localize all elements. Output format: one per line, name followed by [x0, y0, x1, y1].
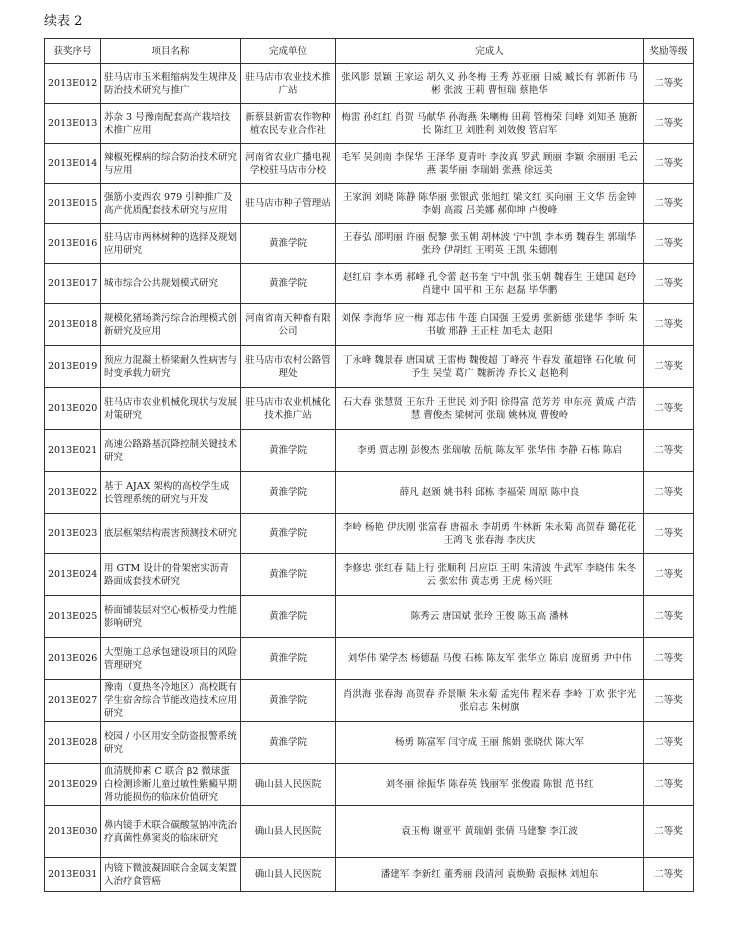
award-id-cell: 2013E028 [45, 722, 101, 764]
completers-cell: 丁永峰 魏景春 唐国斌 王雷梅 魏俊超 丁峰亮 牛春发 董超锋 石化敏 何予生 吴莹 葛广 魏新涛 乔长义 赵艳利 [336, 346, 644, 388]
completers-cell: 李勇 贾志刚 彭俊杰 张瑞敏 岳航 陈友军 张华伟 李静 石栋 陈启 [336, 430, 644, 472]
table-row [45, 388, 694, 430]
completing-unit-cell: 黄淮学院 [241, 596, 336, 638]
completing-unit-cell: 新蔡县新雷农作物种植农民专业合作社 [241, 104, 336, 144]
header-row [45, 39, 694, 64]
completers-cell: 赵红启 李本勇 郝峰 孔令蕾 赵书奎 宁中凯 张玉朝 魏春生 王建国 赵玲 肖建中 国平和 王东 赵磊 毕华鹏 [336, 264, 644, 304]
completers-cell: 王春弘 邵明丽 许丽 倪黎 张玉朝 胡林波 宁中凯 李本勇 魏春生 郭瑞华 张玲 伊胡红 王明英 王凯 朱德刚 [336, 224, 644, 264]
table-row [45, 596, 694, 638]
project-name-cell: 辣椒死棵病的综合防治技术研究与应用 [101, 144, 241, 184]
award-id-cell: 2013E026 [45, 638, 101, 680]
table-row [45, 224, 694, 264]
award-id-cell: 2013E022 [45, 472, 101, 514]
award-id-cell: 2013E023 [45, 514, 101, 554]
project-name-cell: 大型施工总承包建设项目的风险管理研究 [101, 638, 241, 680]
table-heading: 续表 2 [44, 14, 83, 29]
project-name-cell: 驻马店市两林树种的选择及规划应用研究 [101, 224, 241, 264]
table-body [45, 64, 694, 892]
project-name-cell: 基于 AJAX 架构的高校学生成长管理系统的研究与开发 [101, 472, 241, 514]
completers-cell: 刘保 李海华 应一梅 郑志伟 牛莲 白国强 王爱勇 张新德 张建华 李昕 朱书敏 邢静 王正柱 加毛太 赵阳 [336, 304, 644, 346]
award-level-cell: 二等奖 [644, 64, 694, 104]
project-name-cell: 预应力混凝土桥梁耐久性病害与时变承载力研究 [101, 346, 241, 388]
project-name-cell: 血清胱抑素 C 联合 β2 微球蛋白检测诊断儿童过敏性紫癜早期肾功能损伤的临床价值研究 [101, 764, 241, 806]
project-name-cell: 豫南（夏热冬冷地区）高校既有学生宿舍综合节能改造技术应用研究 [101, 680, 241, 722]
table-row [45, 430, 694, 472]
award-id-cell: 2013E030 [45, 806, 101, 858]
table-row [45, 144, 694, 184]
completers-cell: 杨勇 陈富军 闫守成 王丽 熊娟 张晓伏 陈大军 [336, 722, 644, 764]
project-name-cell: 内镜下微波凝固联合金属支架置入治疗食管癌 [101, 858, 241, 892]
completers-cell: 薛凡 赵颁 姚书科 邱栋 李福荣 周原 陈中良 [336, 472, 644, 514]
award-id-cell: 2013E013 [45, 104, 101, 144]
award-id-cell: 2013E027 [45, 680, 101, 722]
award-level-cell: 二等奖 [644, 596, 694, 638]
completing-unit-cell: 驻马店市农业技术推广站 [241, 64, 336, 104]
completers-cell: 肖洪海 张春海 高贺春 乔景顺 朱永菊 孟宪伟 程米春 李岭 丁欢 张宇光 张启志 朱树旗 [336, 680, 644, 722]
project-name-cell: 驻马店市玉米粗缩病发生规律及防治技术研究与推广 [101, 64, 241, 104]
project-name-cell: 校园 / 小区用安全防盗报警系统研究 [101, 722, 241, 764]
award-level-cell: 二等奖 [644, 184, 694, 224]
project-name-cell: 桥面铺装层对空心板桥受力性能影响研究 [101, 596, 241, 638]
completing-unit-cell: 驻马店市农村公路管理处 [241, 346, 336, 388]
award-level-cell: 二等奖 [644, 430, 694, 472]
award-level-cell: 二等奖 [644, 764, 694, 806]
award-level-cell: 二等奖 [644, 680, 694, 722]
table-row [45, 104, 694, 144]
table-row [45, 764, 694, 806]
completing-unit-cell: 黄淮学院 [241, 224, 336, 264]
table-row [45, 722, 694, 764]
table-row [45, 304, 694, 346]
award-level-cell: 二等奖 [644, 304, 694, 346]
column-header-id: 获奖序号 [45, 39, 101, 64]
completing-unit-cell: 黄淮学院 [241, 680, 336, 722]
award-level-cell: 二等奖 [644, 144, 694, 184]
table-row [45, 184, 694, 224]
completing-unit-cell: 黄淮学院 [241, 430, 336, 472]
completing-unit-cell: 河南省南天种畜有限公司 [241, 304, 336, 346]
award-id-cell: 2013E025 [45, 596, 101, 638]
award-level-cell: 二等奖 [644, 858, 694, 892]
completers-cell: 刘华伟 梁学杰 杨德磊 马俊 石栋 陈友军 张华立 陈启 庞留勇 尹中伟 [336, 638, 644, 680]
completing-unit-cell: 黄淮学院 [241, 638, 336, 680]
table-row [45, 346, 694, 388]
award-level-cell: 二等奖 [644, 388, 694, 430]
award-level-cell: 二等奖 [644, 514, 694, 554]
completers-cell: 潘建军 李新红 董秀丽 段清河 袁焕勤 袁振林 刘旭东 [336, 858, 644, 892]
project-name-cell: 规模化猪场粪污综合治理模式创新研究及应用 [101, 304, 241, 346]
column-header-people: 完成人 [336, 39, 644, 64]
completing-unit-cell: 驻马店市农业机械化技术推广站 [241, 388, 336, 430]
award-id-cell: 2013E014 [45, 144, 101, 184]
completing-unit-cell: 黄淮学院 [241, 554, 336, 596]
award-level-cell: 二等奖 [644, 806, 694, 858]
award-id-cell: 2013E019 [45, 346, 101, 388]
table-row [45, 638, 694, 680]
column-header-unit: 完成单位 [241, 39, 336, 64]
award-id-cell: 2013E012 [45, 64, 101, 104]
completers-cell: 梅雷 孙红红 肖贺 马献华 孙海燕 朱喇梅 田莉 管梅荣 闫峰 刘知圣 施新长 陈红卫 刘胜利 刘效俊 管启军 [336, 104, 644, 144]
project-name-cell: 强筋小麦西农 979 引种推广及高产优质配套技术研究与应用 [101, 184, 241, 224]
project-name-cell: 城市综合公共规划模式研究 [101, 264, 241, 304]
table-row [45, 472, 694, 514]
completers-cell: 李岭 杨艳 伊庆刚 张富春 唐福永 李胡勇 牛林新 朱永菊 高贺春 璐花花 王鸿飞 张春海 李庆庆 [336, 514, 644, 554]
column-header-name: 项目名称 [101, 39, 241, 64]
project-name-cell: 高速公路路基沉降控制关键技术研究 [101, 430, 241, 472]
award-level-cell: 二等奖 [644, 722, 694, 764]
award-level-cell: 二等奖 [644, 104, 694, 144]
table-row [45, 554, 694, 596]
award-id-cell: 2013E015 [45, 184, 101, 224]
award-table [44, 38, 694, 892]
table-row [45, 806, 694, 858]
completers-cell: 张风影 景颖 王家运 胡久义 孙冬梅 王秀 苏亚丽 日威 臧长有 郭新伟 马彬 张波 王莉 曹恒瑞 蔡艳华 [336, 64, 644, 104]
award-id-cell: 2013E016 [45, 224, 101, 264]
project-name-cell: 驻马店市农业机械化现状与发展对策研究 [101, 388, 241, 430]
award-id-cell: 2013E021 [45, 430, 101, 472]
completing-unit-cell: 黄淮学院 [241, 264, 336, 304]
project-name-cell: 底层框架结构震害预测技术研究 [101, 514, 241, 554]
award-id-cell: 2013E018 [45, 304, 101, 346]
project-name-cell: 用 GTM 设计的骨架密实沥青路面成套技术研究 [101, 554, 241, 596]
award-id-cell: 2013E020 [45, 388, 101, 430]
award-level-cell: 二等奖 [644, 554, 694, 596]
table-row [45, 680, 694, 722]
completing-unit-cell: 黄淮学院 [241, 472, 336, 514]
completing-unit-cell: 黄淮学院 [241, 722, 336, 764]
award-id-cell: 2013E031 [45, 858, 101, 892]
award-level-cell: 二等奖 [644, 224, 694, 264]
award-id-cell: 2013E024 [45, 554, 101, 596]
project-name-cell: 鼻内镜手术联合碳酸氢钠冲洗治疗真菌性鼻窦炎的临床研究 [101, 806, 241, 858]
completing-unit-cell: 黄淮学院 [241, 514, 336, 554]
award-level-cell: 二等奖 [644, 472, 694, 514]
completers-cell: 袁玉梅 谢亚平 黄瑞娟 张倩 马建黎 李江波 [336, 806, 644, 858]
completing-unit-cell: 河南省农业广播电视学校驻马店市分校 [241, 144, 336, 184]
table-row [45, 858, 694, 892]
completers-cell: 王家润 刘晓 陈静 陈华丽 张银武 张旭红 梁文红 买向丽 王文华 岳金钟 李娟 高霞 吕美娜 郝仰坤 卢俊峰 [336, 184, 644, 224]
award-level-cell: 二等奖 [644, 638, 694, 680]
award-id-cell: 2013E029 [45, 764, 101, 806]
award-level-cell: 二等奖 [644, 264, 694, 304]
completers-cell: 陈秀云 唐国斌 张玲 王俊 陈玉高 潘林 [336, 596, 644, 638]
completers-cell: 李修忠 张红春 陆上行 张顺利 吕应臣 王明 朱清波 牛武军 李晓伟 朱冬云 张宏伟 黄志勇 王虎 杨兴旺 [336, 554, 644, 596]
award-level-cell: 二等奖 [644, 346, 694, 388]
completers-cell: 刘冬丽 徐振华 陈春英 钱丽军 张俊霞 陈银 范书红 [336, 764, 644, 806]
completing-unit-cell: 驻马店市种子管理站 [241, 184, 336, 224]
award-id-cell: 2013E017 [45, 264, 101, 304]
column-header-level: 奖励等级 [644, 39, 694, 64]
completing-unit-cell: 确山县人民医院 [241, 806, 336, 858]
completers-cell: 毛军 吴剑南 李保华 王泽华 夏青叶 李汝真 罗武 顾丽 李颖 余丽丽 毛云燕 裴华丽 李瑞娟 张燕 徐远美 [336, 144, 644, 184]
completers-cell: 石大春 张慧贤 王东升 王世民 刘予阳 徐得富 范芳芳 申东亮 黄成 卢浩慧 曹俊杰 梁树河 张瑞 姚林岚 曹俊岭 [336, 388, 644, 430]
table-row [45, 514, 694, 554]
table-row [45, 64, 694, 104]
project-name-cell: 苏杂 3 号豫南配套高产栽培技术推广应用 [101, 104, 241, 144]
completing-unit-cell: 确山县人民医院 [241, 764, 336, 806]
table-row [45, 264, 694, 304]
completing-unit-cell: 确山县人民医院 [241, 858, 336, 892]
